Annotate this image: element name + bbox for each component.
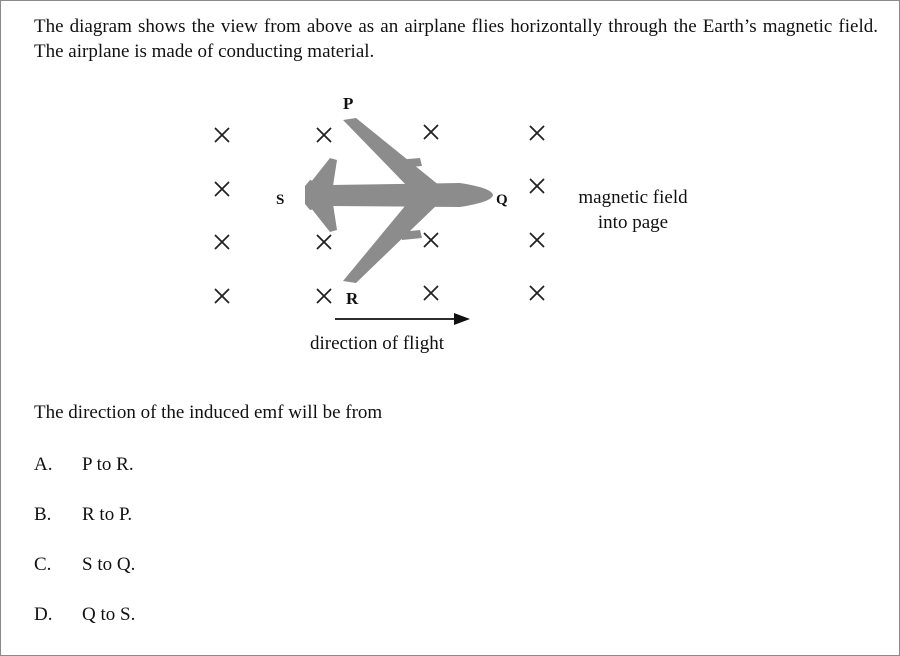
field-cross: [531, 287, 544, 300]
field-cross: [425, 126, 438, 139]
field-label-line2: into page: [597, 212, 669, 233]
label-Q: Q: [496, 192, 508, 208]
field-cross: [531, 127, 544, 140]
option-a[interactable]: [34, 452, 134, 478]
label-P: P: [343, 94, 354, 113]
question-text: The direction of the induced emf will be from: [34, 402, 383, 423]
field-cross: [425, 234, 438, 247]
flight-direction-label: direction of flight: [309, 333, 445, 354]
field-cross: [318, 236, 331, 249]
field-cross: [216, 129, 229, 142]
option-letter: B.: [34, 504, 52, 525]
label-S: S: [276, 192, 285, 208]
option-letter: A.: [34, 454, 53, 475]
option-c[interactable]: [34, 552, 135, 578]
flight-direction-arrow: [335, 313, 470, 325]
field-cross: [216, 183, 229, 196]
field-cross: [216, 290, 229, 303]
option-b[interactable]: [34, 502, 132, 528]
field-cross: [318, 129, 331, 142]
field-label-line1: magnetic field: [578, 187, 688, 208]
field-cross: [216, 236, 229, 249]
option-letter: D.: [34, 604, 53, 625]
field-cross: [531, 180, 544, 193]
option-letter: C.: [34, 554, 52, 575]
field-cross: [425, 287, 438, 300]
field-cross: [531, 234, 544, 247]
option-text: R to P.: [82, 504, 133, 525]
option-text: S to Q.: [82, 554, 136, 575]
option-text: Q to S.: [82, 604, 136, 625]
field-cross: [318, 290, 331, 303]
label-R: R: [346, 289, 359, 308]
option-d[interactable]: [34, 602, 135, 628]
airplane-silhouette: [305, 118, 493, 283]
intro-text: The diagram shows the view from above as an airplane flies horizontally through the Earth’s magnetic field. The airplane is made of conducting material.: [34, 16, 878, 62]
option-text: P to R.: [82, 454, 134, 475]
